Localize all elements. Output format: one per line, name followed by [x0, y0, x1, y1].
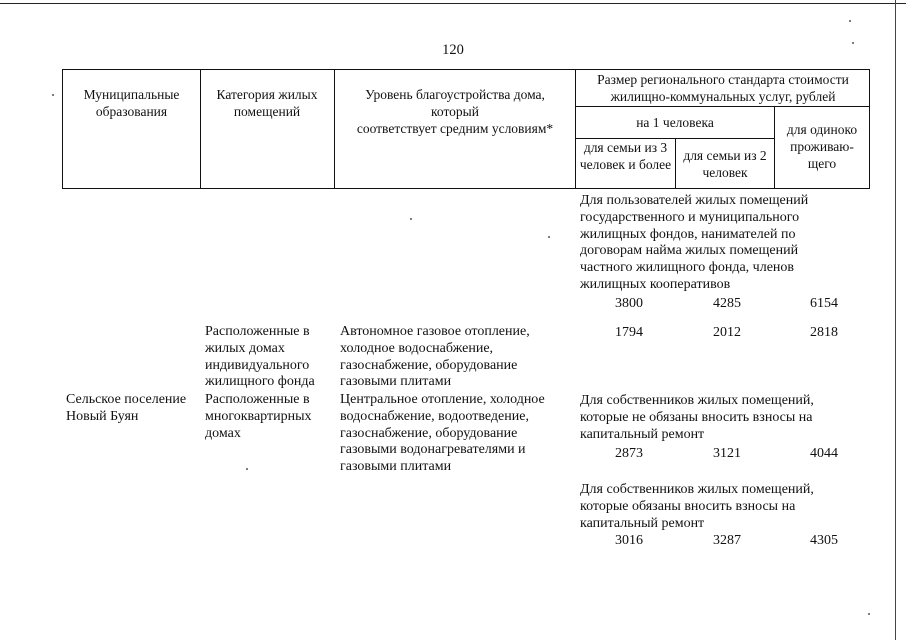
users-value-family3: 3800: [615, 296, 643, 311]
header-divider-4: [774, 106, 775, 189]
family-3plus-header: для семьи из 3 человек и более: [579, 140, 672, 172]
col-municipal-header: Муниципальные образования: [83, 87, 180, 119]
per-person-header: на 1 человека: [636, 115, 714, 130]
header-border-bottom: [62, 188, 870, 189]
single-header: для одиноко проживаю-щего: [786, 122, 858, 171]
owners-fee-note: Для собственников жилых помещений, которые обязаны вносить взносы на капитальный ремонт: [580, 482, 814, 531]
header-divider-2: [334, 69, 335, 189]
col-amenities-line-2: который: [431, 104, 479, 119]
scan-speck: [410, 218, 412, 220]
users-note: Для пользователей жилых помещений государственного и муниципального жилищных фондов, нанимателей по договорам найма жилых помещений частного жилищного фонда, членов жилищных кооперативов: [580, 193, 809, 292]
header-subrow-line: [575, 106, 870, 107]
scan-speck: [548, 236, 550, 238]
row1-category: Расположенные в жилых домах индивидуального жилищного фонда: [205, 324, 315, 390]
col-standard-size-header: Размер регионального стандарта стоимости жилищно-коммунальных услуг, рублей: [597, 72, 849, 104]
owners-fee-family3: 3016: [615, 533, 643, 548]
table-header: [62, 69, 870, 189]
col-amenities-line-3: соответствует средним условиям*: [356, 121, 554, 136]
scan-edge-top: [0, 3, 906, 4]
owners-fee-single: 4305: [810, 533, 838, 548]
row1-value-single: 2818: [810, 325, 838, 340]
header-divider-1: [200, 69, 201, 189]
scan-speck: [849, 20, 851, 22]
users-value-family2: 4285: [713, 296, 741, 311]
row1-value-family2: 2012: [713, 325, 741, 340]
scan-edge-right: [895, 0, 896, 640]
col-category-header: Категория жилых помещений: [216, 87, 318, 119]
col-amenities-line-1: Уровень благоустройства дома,: [365, 87, 545, 102]
col-amenities-header: [340, 86, 570, 137]
owners-no-fee-note: Для собственников жилых помещений, которые не обязаны вносить взносы на капитальный ремонт: [580, 393, 814, 442]
row2-amenities: Центральное отопление, холодное водоснабжение, водоотведение, газоснабжение, оборудование газовыми водонагревателями и газовыми плитами: [340, 392, 545, 475]
owners-no-fee-family3: 2873: [615, 446, 643, 461]
family-2-header: для семьи из 2 человек: [683, 148, 767, 180]
scan-speck: [246, 468, 248, 470]
scan-speck: [852, 42, 854, 44]
owners-no-fee-family2: 3121: [713, 446, 741, 461]
row2-category: Расположенные в многоквартирных домах: [205, 392, 312, 441]
owners-no-fee-single: 4044: [810, 446, 838, 461]
page-number: 120: [442, 42, 464, 58]
scan-speck: [52, 94, 54, 96]
row1-amenities: Автономное газовое отопление, холодное водоснабжение, газоснабжение, оборудование газовыми плитами: [340, 324, 530, 390]
header-border-left: [62, 69, 63, 189]
owners-fee-family2: 3287: [713, 533, 741, 548]
header-divider-5: [675, 138, 676, 189]
header-border-right: [869, 69, 870, 189]
scan-speck: [868, 613, 870, 615]
row1-value-family3: 1794: [615, 325, 643, 340]
header-divider-3: [575, 69, 576, 189]
municipality-name: Сельское поселение Новый Буян: [66, 392, 187, 424]
header-border-top: [62, 69, 870, 70]
users-value-single: 6154: [810, 296, 838, 311]
